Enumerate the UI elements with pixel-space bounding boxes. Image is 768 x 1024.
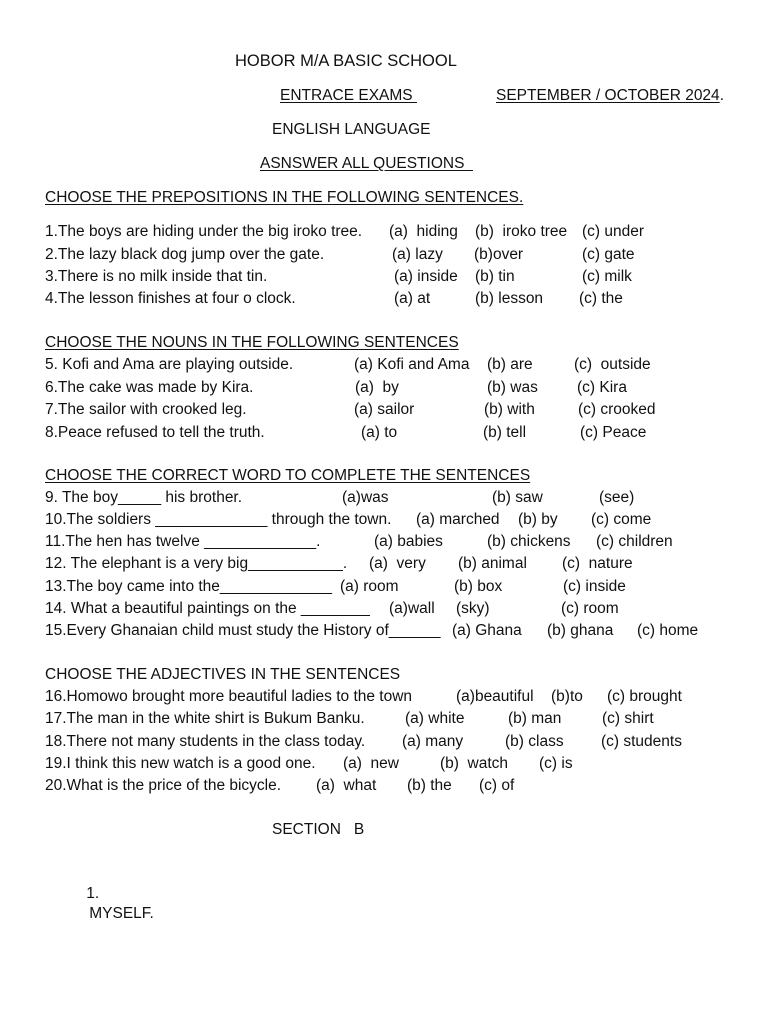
option-a: (a) at <box>394 290 431 307</box>
option-a: (a)beautiful <box>456 688 534 705</box>
question-text: 12. The elephant is a very big___________. <box>45 555 348 572</box>
option-b: (b) class <box>505 733 564 750</box>
question-text: 3.There is no milk inside that tin. <box>45 268 268 285</box>
subject-title: ENGLISH LANGUAGE <box>272 121 431 138</box>
option-b: (b) by <box>518 511 558 528</box>
option-b: (b) animal <box>458 555 527 572</box>
option-a: (a) inside <box>394 268 458 285</box>
question-text: 20.What is the price of the bicycle. <box>45 777 282 794</box>
option-a: (a) many <box>402 733 464 750</box>
option-c: (c) students <box>601 733 682 750</box>
option-c: (c) shirt <box>602 710 654 727</box>
option-b: (b) tin <box>475 268 515 285</box>
option-c: (c) nature <box>562 555 633 572</box>
option-a: (a) by <box>355 379 399 396</box>
section-heading-correct-word: CHOOSE THE CORRECT WORD TO COMPLETE THE SENTENCES <box>45 467 531 484</box>
option-b: (b) chickens <box>487 533 571 550</box>
option-c: (see) <box>599 489 635 506</box>
option-a: (a) hiding <box>389 223 458 240</box>
item-text: MYSELF. <box>89 905 154 922</box>
option-a: (a) sailor <box>354 401 415 418</box>
option-c: (c) milk <box>582 268 632 285</box>
question-text: 9. The boy_____ his brother. <box>45 489 243 506</box>
option-b: (b) watch <box>440 755 509 772</box>
option-a: (a)was <box>342 489 389 506</box>
option-b: (b) saw <box>492 489 543 506</box>
question-text: 13.The boy came into the_____________ <box>45 578 332 595</box>
exam-date-text: SEPTEMBER / OCTOBER 2024 <box>496 87 720 104</box>
question-text: 18.There not many students in the class today. <box>45 733 366 750</box>
exam-date-suffix: . <box>719 87 724 104</box>
school-name: HOBOR M/A BASIC SCHOOL <box>235 52 457 70</box>
question-text: 11.The hen has twelve _____________. <box>45 533 321 550</box>
question-text: 15.Every Ghanaian child must study the History of______ <box>45 622 441 639</box>
option-c: (c) Peace <box>580 424 647 441</box>
section-b-title: SECTION B <box>272 821 365 838</box>
option-b: (b) iroko tree <box>475 223 568 240</box>
question-text: 6.The cake was made by Kira. <box>45 379 254 396</box>
option-c: (c) under <box>582 223 645 240</box>
option-a: (a) lazy <box>392 246 443 263</box>
question-text: 7.The sailor with crooked leg. <box>45 401 247 418</box>
instruction: ASNSWER ALL QUESTIONS <box>260 155 474 172</box>
option-c: (c) Kira <box>577 379 627 396</box>
option-a: (a) marched <box>416 511 500 528</box>
option-b: (b) tell <box>483 424 527 441</box>
option-a: (a) room <box>340 578 399 595</box>
option-b: (b)to <box>551 688 583 705</box>
section-heading-adjectives: CHOOSE THE ADJECTIVES IN THE SENTENCES <box>45 666 401 683</box>
option-c: (c) room <box>561 600 619 617</box>
question-text: 4.The lesson finishes at four o clock. <box>45 290 296 307</box>
option-a: (a) babies <box>374 533 443 550</box>
option-b: (b) ghana <box>547 622 614 639</box>
question-text: 16.Homowo brought more beautiful ladies to the town <box>45 688 413 705</box>
question-text: 5. Kofi and Ama are playing outside. <box>45 356 294 373</box>
option-b: (b) box <box>454 578 503 595</box>
question-text: 17.The man in the white shirt is Bukum Banku. <box>45 710 365 727</box>
option-a: (a) Kofi and Ama <box>354 356 470 373</box>
option-b: (sky) <box>456 600 490 617</box>
option-b: (b) with <box>484 401 535 418</box>
option-a: (a) Ghana <box>452 622 522 639</box>
question-text: 10.The soldiers _____________ through the town. <box>45 511 392 528</box>
option-a: (a) what <box>316 777 377 794</box>
question-text: 8.Peace refused to tell the truth. <box>45 424 265 441</box>
option-c: (c) come <box>591 511 652 528</box>
option-c: (c) brought <box>607 688 682 705</box>
section-b-item <box>69 864 154 944</box>
option-c: (c) gate <box>582 246 635 263</box>
question-text: 14. What a beautiful paintings on the ________ <box>45 600 370 617</box>
option-a: (a) to <box>361 424 398 441</box>
option-c: (c) children <box>596 533 673 550</box>
question-text: 2.The lazy black dog jump over the gate. <box>45 246 325 263</box>
option-b: (b) was <box>487 379 538 396</box>
option-c: (c) of <box>479 777 515 794</box>
section-heading-prepositions: CHOOSE THE PREPOSITIONS IN THE FOLLOWING SENTENCES. <box>45 189 524 206</box>
option-c: (c) outside <box>574 356 651 373</box>
question-text: 1.The boys are hiding under the big iroko tree. <box>45 223 363 240</box>
item-number: 1. <box>86 885 100 902</box>
option-c: (c) home <box>637 622 699 639</box>
option-a: (a)wall <box>389 600 435 617</box>
option-a: (a) very <box>369 555 426 572</box>
option-a: (a) new <box>343 755 399 772</box>
exam-date <box>496 86 724 106</box>
section-heading-nouns: CHOOSE THE NOUNS IN THE FOLLOWING SENTENCES <box>45 334 459 351</box>
option-c: (c) is <box>539 755 573 772</box>
option-c: (c) the <box>579 290 623 307</box>
option-c: (c) crooked <box>578 401 656 418</box>
option-b: (b) are <box>487 356 533 373</box>
option-b: (b) man <box>508 710 562 727</box>
option-c: (c) inside <box>563 578 626 595</box>
option-a: (a) white <box>405 710 465 727</box>
option-b: (b) lesson <box>475 290 544 307</box>
exam-title: ENTRACE EXAMS <box>280 87 417 104</box>
question-text: 19.I think this new watch is a good one. <box>45 755 316 772</box>
option-b: (b)over <box>474 246 524 263</box>
option-b: (b) the <box>407 777 452 794</box>
